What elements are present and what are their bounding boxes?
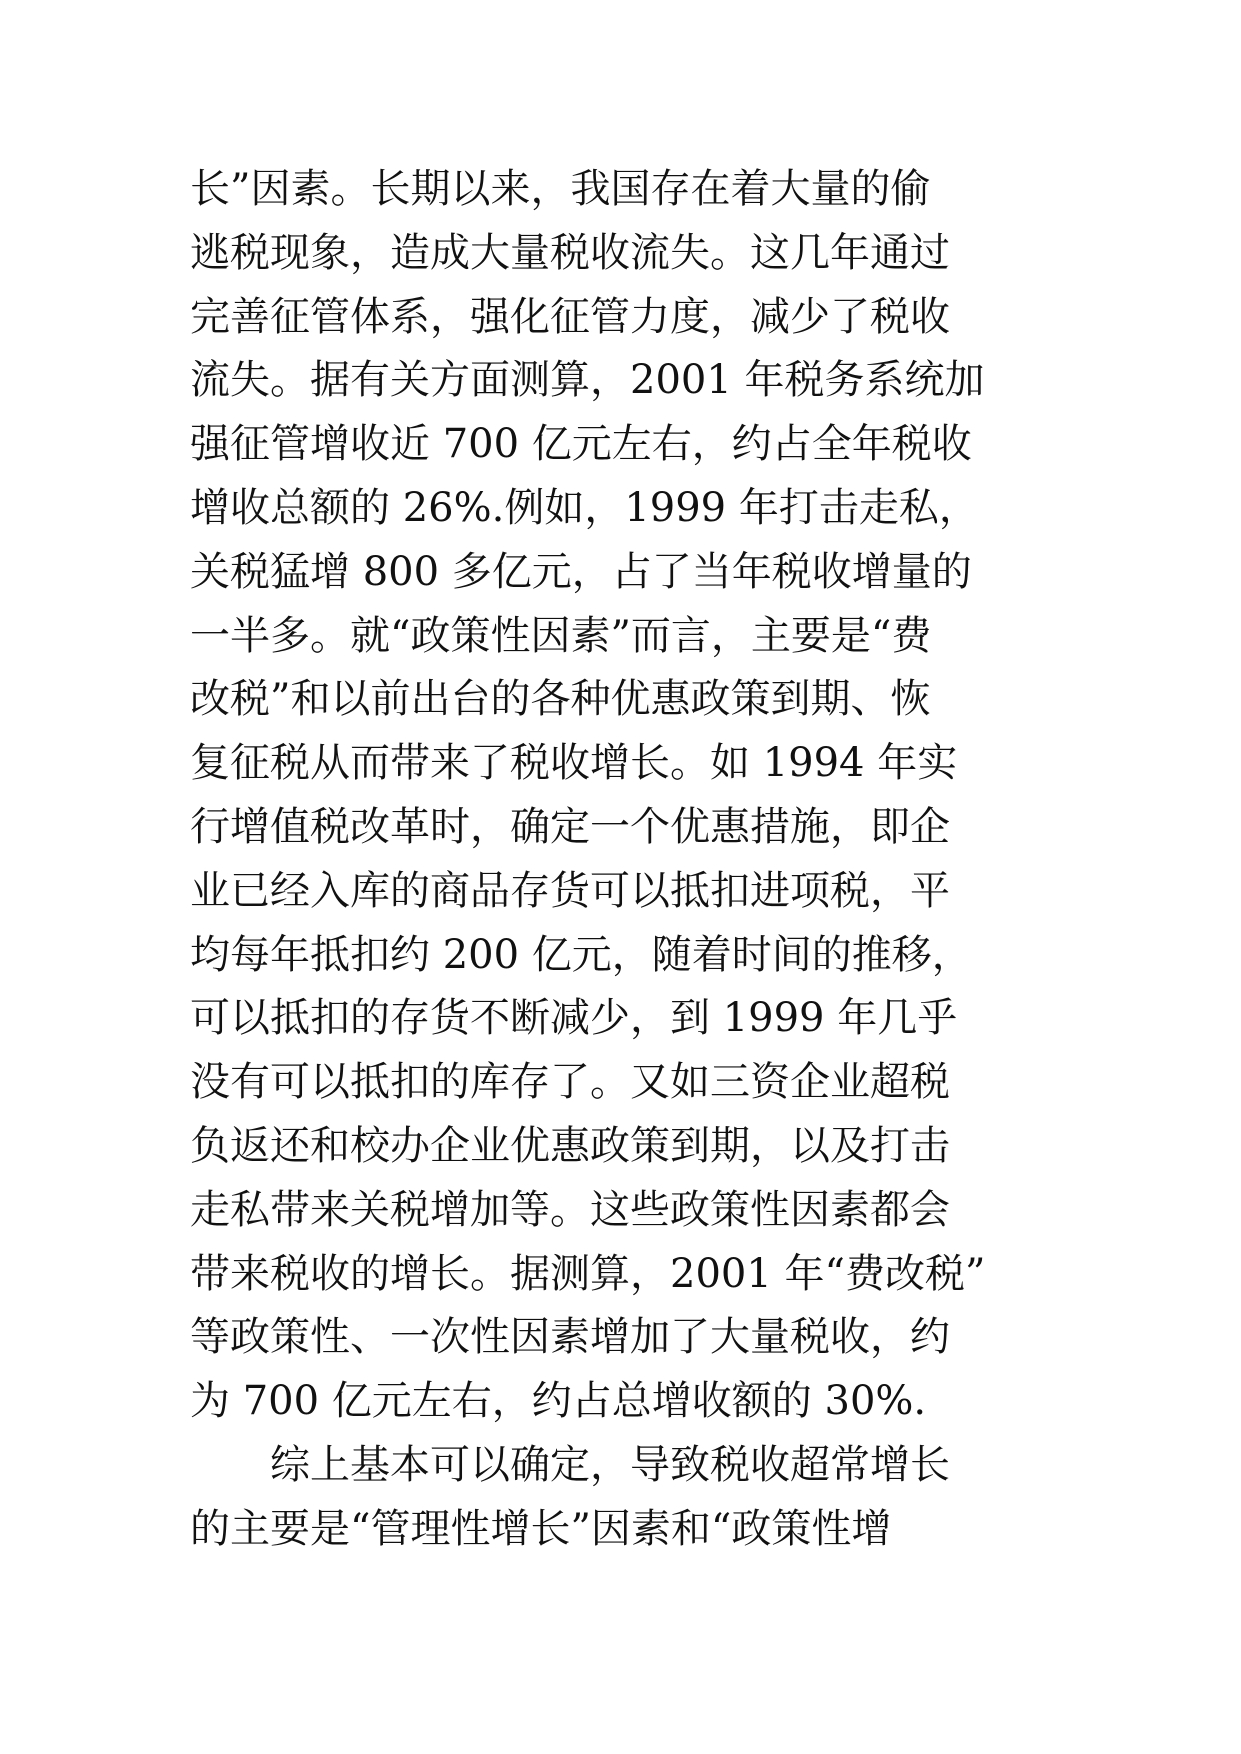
text-line: 逃税现象，造成大量税收流失。这几年通过: [190, 229, 950, 276]
text-line: 负返还和校办企业优惠政策到期，以及打击: [190, 1122, 950, 1169]
text-line: 复征税从而带来了税收增长。如 1994 年实: [190, 740, 958, 787]
text-line: 关税猛增 800 多亿元，占了当年税收增量的: [190, 548, 972, 595]
text-line: 等政策性、一次性因素增加了大量税收，约: [190, 1314, 950, 1361]
text-line: 可以抵扣的存货不断减少，到 1999 年几乎: [190, 995, 958, 1042]
text-line: 完善征管体系，强化征管力度，减少了税收: [190, 293, 950, 340]
text-line: 长”因素。长期以来，我国存在着大量的偷: [190, 166, 931, 212]
text-line: 均每年抵扣约 200 亿元，随着时间的推移，: [190, 931, 972, 978]
body-text: [190, 158, 1070, 1562]
text-line: 业已经入库的商品存货可以抵扣进项税，平: [190, 867, 950, 914]
text-line: 增收总额的 26%.例如，1999 年打击走私，: [190, 484, 979, 531]
text-line: 行增值税改革时，确定一个优惠措施，即企: [190, 803, 950, 850]
text-line: 没有可以抵扣的库存了。又如三资企业超税: [190, 1059, 950, 1106]
text-line: 强征管增收近 700 亿元左右，约占全年税收: [190, 421, 972, 468]
text-line: 一半多。就“政策性因素”而言，主要是“费: [190, 612, 932, 659]
text-line: 改税”和以前出台的各种优惠政策到期、恢: [190, 676, 931, 723]
text-line: 流失。据有关方面测算，2001 年税务系统加: [190, 357, 985, 404]
text-line: 走私带来关税增加等。这些政策性因素都会: [190, 1186, 950, 1233]
text-line: 的主要是“管理性增长”因素和“政策性增: [190, 1505, 892, 1552]
text-line: 带来税收的增长。据测算，2001 年“费改税”: [190, 1250, 986, 1297]
paragraph-start-line: 综上基本可以确定，导致税收超常增长: [270, 1441, 950, 1488]
text-line: 为 700 亿元左右，约占总增收额的 30%.: [190, 1378, 927, 1425]
